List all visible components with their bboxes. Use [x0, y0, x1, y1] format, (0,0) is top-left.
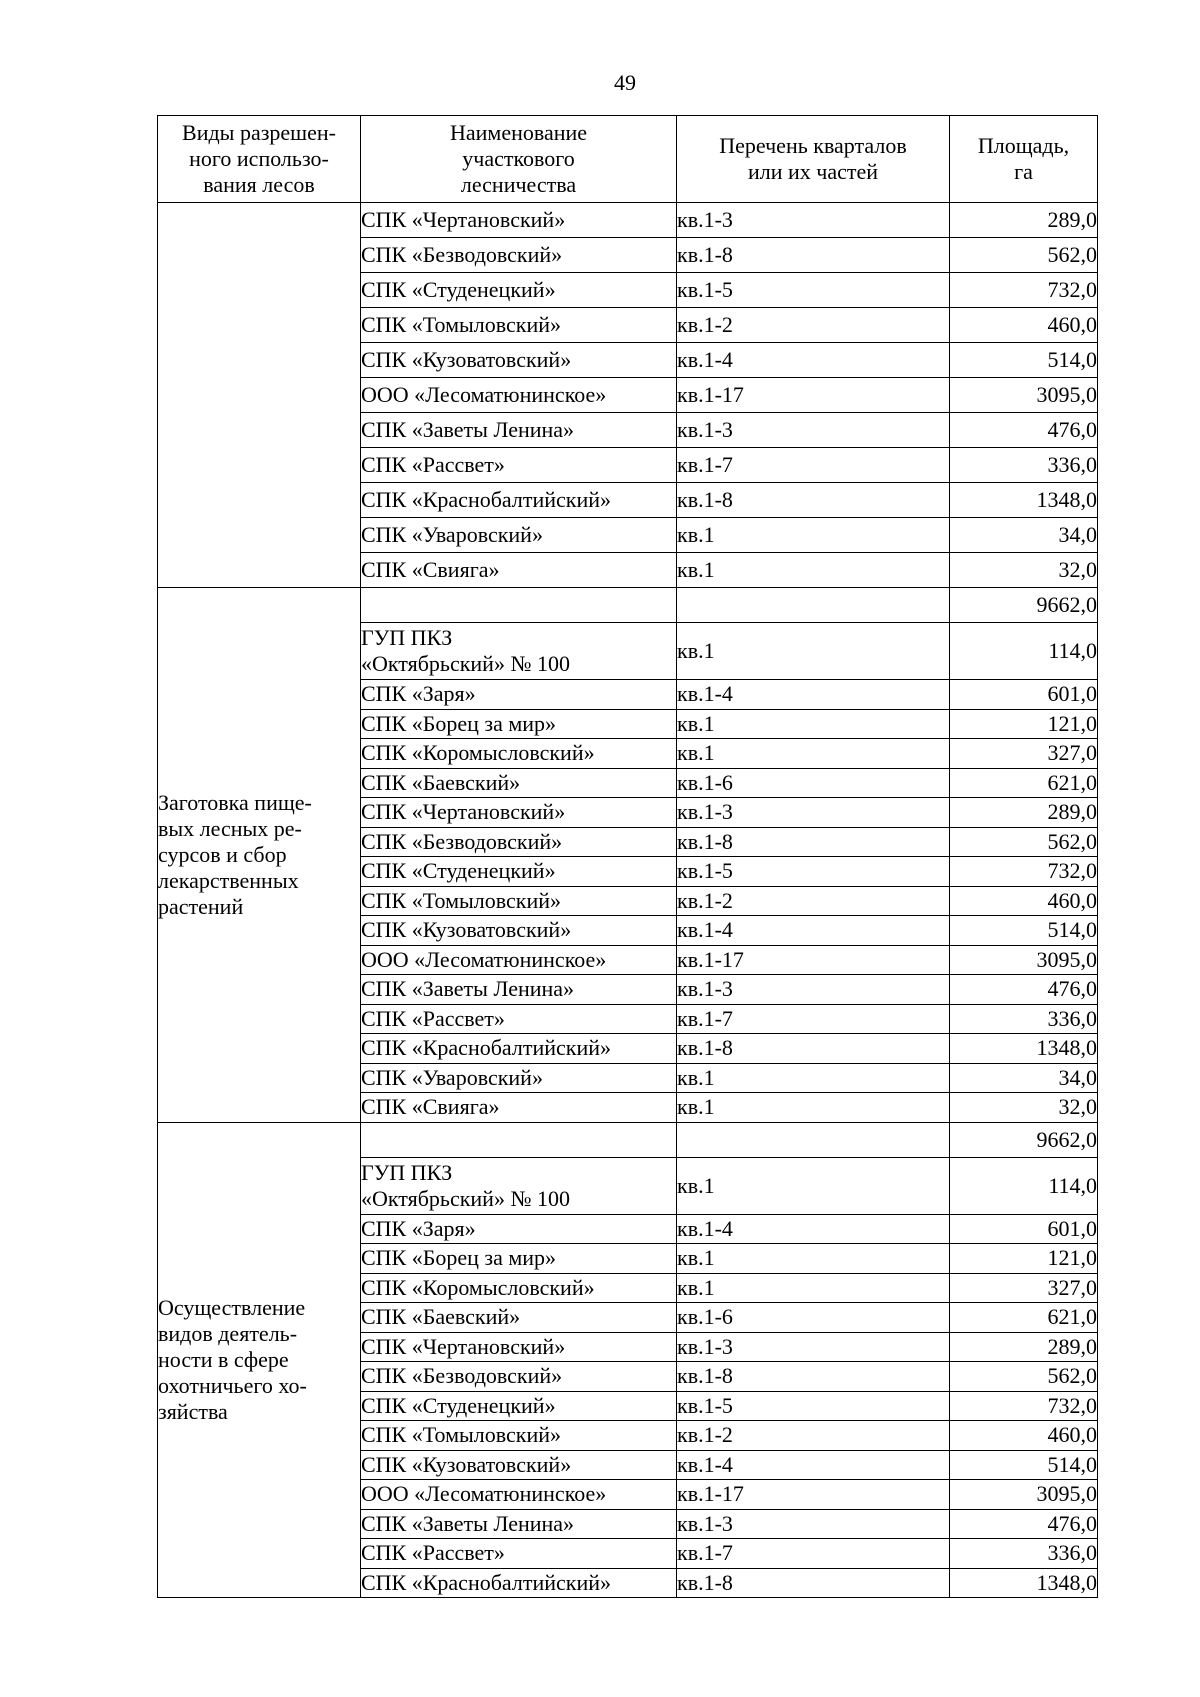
total-area-cell: 9662,0 — [950, 1122, 1098, 1157]
forestry-name-cell: СПК «Заветы Ленина» — [361, 413, 677, 448]
forestry-name-cell: СПК «Безводовский» — [361, 1362, 677, 1392]
forestry-name-cell: СПК «Уваровский» — [361, 518, 677, 553]
forestry-name-cell: СПК «Студенецкий» — [361, 273, 677, 308]
total-row — [158, 1122, 1098, 1157]
forestry-name-cell: СПК «Краснобалтийский» — [361, 1568, 677, 1598]
forestry-name-cell: СПК «Томыловский» — [361, 1421, 677, 1451]
area-cell: 732,0 — [950, 857, 1098, 887]
area-cell: 32,0 — [950, 1093, 1098, 1123]
use-type-line: ности в сфере — [158, 1346, 289, 1372]
area-cell: 476,0 — [950, 1509, 1098, 1539]
area-cell: 621,0 — [950, 768, 1098, 798]
header-quarters-line: или их частей — [747, 159, 879, 184]
total-name-cell — [361, 1122, 677, 1157]
area-cell: 114,0 — [950, 1157, 1098, 1214]
forestry-name-cell: СПК «Чертановский» — [361, 1332, 677, 1362]
forestry-name-cell: СПК «Безводовский» — [361, 238, 677, 273]
total-row — [158, 588, 1098, 623]
area-cell: 514,0 — [950, 916, 1098, 946]
area-cell: 476,0 — [950, 975, 1098, 1005]
quarters-cell: кв.1-7 — [677, 1004, 950, 1034]
forestry-name-cell: СПК «Баевский» — [361, 768, 677, 798]
use-type-line: зяйства — [158, 1398, 228, 1424]
quarters-cell: кв.1 — [677, 1157, 950, 1214]
area-cell: 562,0 — [950, 827, 1098, 857]
forestry-name-cell: СПК «Заветы Ленина» — [361, 1509, 677, 1539]
use-type-line: сурсов и сбор — [158, 841, 287, 867]
header-use-type-line: ного использо- — [189, 146, 329, 171]
header-forestry-name-line: Наименование — [449, 120, 588, 145]
quarters-cell: кв.1-8 — [677, 827, 950, 857]
forestry-name-cell: СПК «Рассвет» — [361, 1004, 677, 1034]
use-type-line: Заготовка пище- — [158, 789, 312, 815]
quarters-cell: кв.1-8 — [677, 483, 950, 518]
table-row — [158, 203, 1098, 238]
table-header — [158, 116, 1098, 203]
quarters-cell: кв.1-2 — [677, 308, 950, 343]
use-type-line: лекарственных — [158, 867, 299, 893]
area-cell: 289,0 — [950, 798, 1098, 828]
quarters-cell: кв.1-6 — [677, 768, 950, 798]
area-cell: 514,0 — [950, 343, 1098, 378]
area-cell: 32,0 — [950, 553, 1098, 588]
area-cell: 3095,0 — [950, 1480, 1098, 1510]
header-area-line: га — [1014, 159, 1033, 184]
forestry-name-cell: СПК «Рассвет» — [361, 448, 677, 483]
forestry-name-line: ГУП ПКЗ — [361, 625, 453, 650]
quarters-cell: кв.1-2 — [677, 886, 950, 916]
header-use-type-line: вания лесов — [203, 172, 315, 197]
forestry-name-cell: ООО «Лесоматюнинское» — [361, 1480, 677, 1510]
area-cell: 121,0 — [950, 709, 1098, 739]
quarters-cell: кв.1 — [677, 553, 950, 588]
forestry-name-cell: СПК «Рассвет» — [361, 1539, 677, 1569]
quarters-cell: кв.1 — [677, 623, 950, 680]
quarters-cell: кв.1-5 — [677, 273, 950, 308]
quarters-cell: кв.1-4 — [677, 1450, 950, 1480]
quarters-cell: кв.1-3 — [677, 413, 950, 448]
quarters-cell: кв.1 — [677, 1273, 950, 1303]
forestry-name-cell: СПК «Безводовский» — [361, 827, 677, 857]
area-cell: 732,0 — [950, 273, 1098, 308]
use-type-cell — [158, 203, 361, 588]
forestry-name-cell: ООО «Лесоматюнинское» — [361, 945, 677, 975]
forestry-name-cell: СПК «Свияга» — [361, 553, 677, 588]
header-quarters-line: Перечень кварталов — [719, 133, 907, 158]
header-use-type — [158, 116, 361, 203]
forestry-name-cell: СПК «Заря» — [361, 1214, 677, 1244]
header-area — [950, 116, 1098, 203]
quarters-cell: кв.1-17 — [677, 945, 950, 975]
use-type-cell — [158, 1122, 361, 1598]
area-cell: 34,0 — [950, 518, 1098, 553]
header-forestry-name-line: лесничества — [460, 172, 577, 197]
area-cell: 460,0 — [950, 1421, 1098, 1451]
quarters-cell: кв.1 — [677, 1093, 950, 1123]
area-cell: 327,0 — [950, 1273, 1098, 1303]
quarters-cell: кв.1-2 — [677, 1421, 950, 1451]
quarters-cell: кв.1-3 — [677, 1509, 950, 1539]
quarters-cell: кв.1-5 — [677, 1391, 950, 1421]
quarters-cell: кв.1-5 — [677, 857, 950, 887]
area-cell: 114,0 — [950, 623, 1098, 680]
total-quarters-cell — [677, 588, 950, 623]
quarters-cell: кв.1-6 — [677, 1303, 950, 1333]
area-cell: 621,0 — [950, 1303, 1098, 1333]
forestry-name-cell: СПК «Краснобалтийский» — [361, 1034, 677, 1064]
area-cell: 562,0 — [950, 1362, 1098, 1392]
use-type-line: видов деятель- — [158, 1320, 298, 1346]
area-cell: 732,0 — [950, 1391, 1098, 1421]
total-area-cell: 9662,0 — [950, 588, 1098, 623]
forestry-name-cell: СПК «Свияга» — [361, 1093, 677, 1123]
area-cell: 601,0 — [950, 1214, 1098, 1244]
quarters-cell: кв.1-3 — [677, 798, 950, 828]
forestry-name-line: ГУП ПКЗ — [361, 1159, 453, 1185]
area-cell: 336,0 — [950, 1004, 1098, 1034]
forestry-name-cell: СПК «Заветы Ленина» — [361, 975, 677, 1005]
page-number: 49 — [614, 70, 636, 95]
forestry-name-cell: СПК «Краснобалтийский» — [361, 483, 677, 518]
area-cell: 336,0 — [950, 1539, 1098, 1569]
quarters-cell: кв.1 — [677, 739, 950, 769]
header-area-line: Площадь, — [977, 133, 1070, 158]
header-use-type-line: Виды разрешен- — [182, 120, 336, 145]
area-cell: 1348,0 — [950, 1034, 1098, 1064]
use-type-line: вых лесных ре- — [158, 815, 302, 841]
area-cell: 601,0 — [950, 680, 1098, 710]
area-cell: 289,0 — [950, 203, 1098, 238]
area-cell: 289,0 — [950, 1332, 1098, 1362]
quarters-cell: кв.1-17 — [677, 378, 950, 413]
quarters-cell: кв.1-7 — [677, 1539, 950, 1569]
forestry-name-cell: ООО «Лесоматюнинское» — [361, 378, 677, 413]
forestry-name-cell: СПК «Кузоватовский» — [361, 343, 677, 378]
forestry-name-cell: СПК «Студенецкий» — [361, 1391, 677, 1421]
forestry-name-cell: СПК «Студенецкий» — [361, 857, 677, 887]
use-type-line: охотничьего хо- — [158, 1372, 307, 1398]
quarters-cell: кв.1-8 — [677, 1034, 950, 1064]
area-cell: 562,0 — [950, 238, 1098, 273]
area-cell: 327,0 — [950, 739, 1098, 769]
area-cell: 1348,0 — [950, 1568, 1098, 1598]
quarters-cell: кв.1 — [677, 1244, 950, 1274]
quarters-cell: кв.1-4 — [677, 1214, 950, 1244]
table-body — [158, 203, 1098, 1598]
total-quarters-cell — [677, 1122, 950, 1157]
quarters-cell: кв.1-3 — [677, 203, 950, 238]
forestry-name-cell: СПК «Томыловский» — [361, 308, 677, 343]
area-cell: 1348,0 — [950, 483, 1098, 518]
quarters-cell: кв.1-7 — [677, 448, 950, 483]
use-type-line: Осуществление — [158, 1294, 306, 1320]
quarters-cell: кв.1 — [677, 709, 950, 739]
total-name-cell — [361, 588, 677, 623]
quarters-cell: кв.1 — [677, 1063, 950, 1093]
quarters-cell: кв.1-8 — [677, 1568, 950, 1598]
header-forestry-name — [361, 116, 677, 203]
forestry-name-line: «Октябрьский» № 100 — [361, 651, 570, 676]
use-type-line: растений — [158, 893, 244, 919]
header-quarters — [677, 116, 950, 203]
quarters-cell: кв.1-17 — [677, 1480, 950, 1510]
quarters-cell: кв.1 — [677, 518, 950, 553]
area-cell: 34,0 — [950, 1063, 1098, 1093]
forestry-name-cell: СПК «Борец за мир» — [361, 709, 677, 739]
forest-use-table — [157, 115, 1098, 1598]
forestry-name-cell: СПК «Чертановский» — [361, 798, 677, 828]
quarters-cell: кв.1-4 — [677, 916, 950, 946]
forestry-name-cell: СПК «Уваровский» — [361, 1063, 677, 1093]
quarters-cell: кв.1-4 — [677, 343, 950, 378]
forestry-name-line: «Октябрьский» № 100 — [361, 1185, 570, 1211]
forestry-name-cell — [361, 1157, 677, 1214]
forestry-name-cell: СПК «Борец за мир» — [361, 1244, 677, 1274]
area-cell: 336,0 — [950, 448, 1098, 483]
forestry-name-cell: СПК «Чертановский» — [361, 203, 677, 238]
use-type-cell — [158, 588, 361, 1123]
area-cell: 3095,0 — [950, 378, 1098, 413]
forestry-name-cell: СПК «Баевский» — [361, 1303, 677, 1333]
quarters-cell: кв.1-8 — [677, 238, 950, 273]
forestry-name-cell: СПК «Коромысловский» — [361, 1273, 677, 1303]
quarters-cell: кв.1-8 — [677, 1362, 950, 1392]
forestry-name-cell: СПК «Томыловский» — [361, 886, 677, 916]
quarters-cell: кв.1-3 — [677, 975, 950, 1005]
area-cell: 514,0 — [950, 1450, 1098, 1480]
forestry-name-cell: СПК «Кузоватовский» — [361, 1450, 677, 1480]
area-cell: 476,0 — [950, 413, 1098, 448]
area-cell: 121,0 — [950, 1244, 1098, 1274]
quarters-cell: кв.1-3 — [677, 1332, 950, 1362]
quarters-cell: кв.1-4 — [677, 680, 950, 710]
forestry-name-cell: СПК «Кузоватовский» — [361, 916, 677, 946]
area-cell: 460,0 — [950, 308, 1098, 343]
area-cell: 3095,0 — [950, 945, 1098, 975]
header-forestry-name-line: участкового — [462, 146, 575, 171]
forestry-name-cell: СПК «Коромысловский» — [361, 739, 677, 769]
forestry-name-cell: СПК «Заря» — [361, 680, 677, 710]
forestry-name-cell — [361, 623, 677, 680]
area-cell: 460,0 — [950, 886, 1098, 916]
